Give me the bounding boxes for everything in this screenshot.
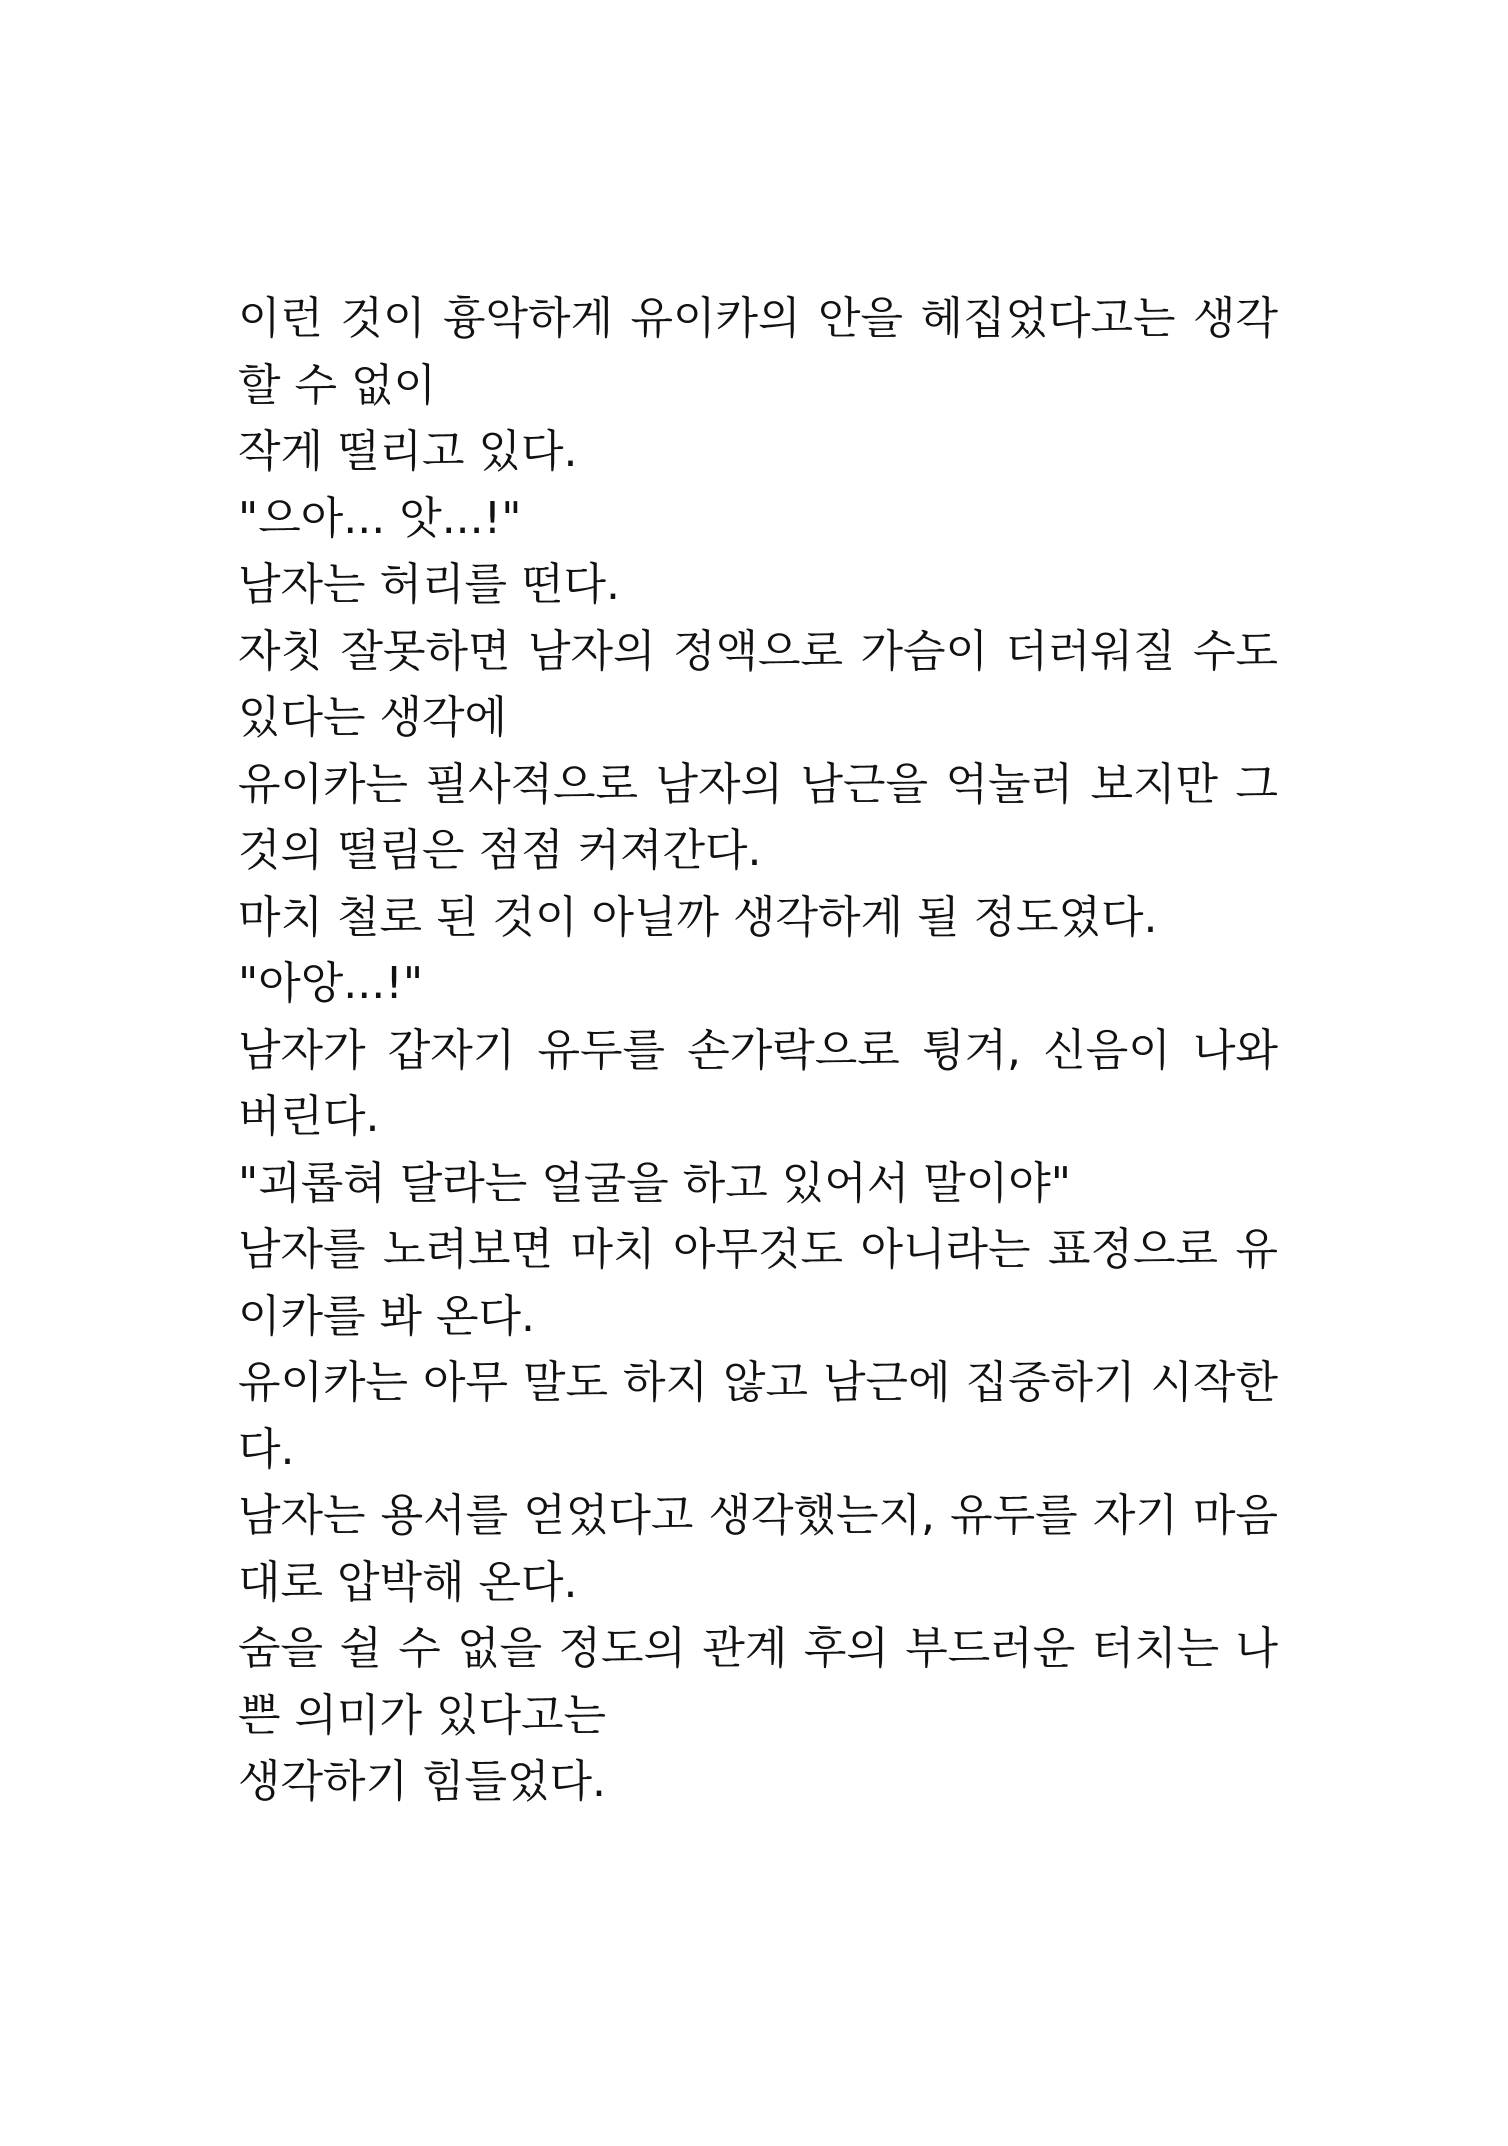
text-line: 할 수 없이 <box>238 359 436 411</box>
text-line: 자칫 잘못하면 남자의 정액으로 가슴이 더러워질 수도 <box>238 625 1278 677</box>
body-text <box>238 286 1278 1816</box>
text-line: 다. <box>238 1423 295 1475</box>
text-line: 마치 철로 된 것이 아닐까 생각하게 될 정도였다. <box>238 891 1158 943</box>
text-line: 숨을 쉴 수 없을 정도의 관계 후의 부드러운 터치는 나 <box>238 1623 1278 1674</box>
text-line: 남자를 노려보면 마치 아무것도 아니라는 표정으로 유 <box>238 1224 1278 1275</box>
text-line: "으아... 앗...!" <box>238 492 522 544</box>
text-line: 남자는 용서를 얻었다고 생각했는지, 유두를 자기 마음 <box>238 1490 1278 1541</box>
text-line: 있다는 생각에 <box>238 692 508 743</box>
text-line: 것의 떨림은 점점 커져간다. <box>238 825 762 876</box>
text-line: 대로 압박해 온다. <box>238 1556 578 1608</box>
text-line: "괴롭혀 달라는 얼굴을 하고 있어서 말이야" <box>238 1157 1071 1209</box>
text-line: 유이카는 필사적으로 남자의 남근을 억눌러 보지만 그 <box>238 758 1278 810</box>
text-line: 버린다. <box>238 1091 380 1142</box>
text-line: 이카를 봐 온다. <box>238 1290 535 1342</box>
text-line: 남자가 갑자기 유두를 손가락으로 튕겨, 신음이 나와 <box>238 1024 1278 1076</box>
text-line: 남자는 허리를 떤다. <box>238 559 620 610</box>
text-line: 이런 것이 흉악하게 유이카의 안을 헤집었다고는 생각 <box>238 293 1278 344</box>
text-line: "아앙...!" <box>238 958 424 1009</box>
text-line: 생각하기 힘들었다. <box>238 1756 607 1807</box>
text-line: 쁜 의미가 있다고는 <box>238 1689 607 1741</box>
text-line: 유이카는 아무 말도 하지 않고 남근에 집중하기 시작한 <box>238 1357 1278 1408</box>
text-line: 작게 떨리고 있다. <box>238 426 578 477</box>
